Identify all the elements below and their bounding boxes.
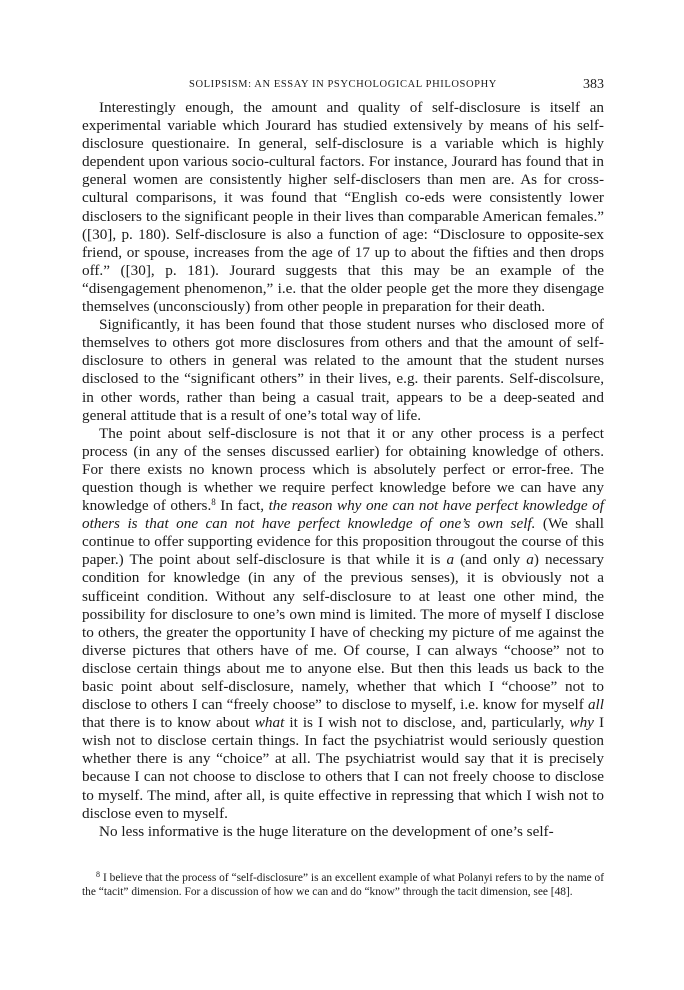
paragraph [82, 425, 604, 823]
italic-text: what [254, 714, 285, 732]
italic-text: a [446, 551, 455, 569]
text-run: In fact, [215, 497, 269, 515]
italic-text: the reason why one can not have perfect knowledge of others is that one can not have perfect knowledge of one’s own self. [82, 497, 604, 533]
paragraph [82, 316, 604, 425]
paragraph [82, 823, 604, 841]
text-run: No less informative is the huge literature on the development of one’s self- [99, 822, 554, 840]
text-run: I wish not to disclose certain things. In fact the psychiatrist would seriously question whether there is any “choice” at all. The psychiatrist would say that it is precisely because I can not choose to disclose to others that I can not freely choose to disclose to myself. The mind, after all, is quite effective in repressing that which I wish not to disclose even to myself. [82, 714, 604, 822]
text-run: it is I wish not to disclose, and, particularly, [284, 714, 570, 732]
text-run: ) necessary condition for knowledge (in any of the previous senses), it is obviously not a sufficeint condition. Without any self-disclosure to at least one other mind, the possibility for disclosure to one’s own mind is limited. The more of myself I disclose to others, the greater the opportunity I have of checking my picture of me against the diverse pictures that others have of me. Of course, I can always “choose” not to disclose certain things about me to anyone else. But then this leads us back to the basic point about self-disclosure, namely, whether that which I “choose” not to disclose to others I can “freely choose” to disclose to myself, i.e. know for myself [82, 551, 604, 714]
italic-text: why [569, 714, 594, 732]
text-run: (We shall continue to offer supporting evidence for this proposition througout the course of this paper.) The point about self-disclosure is that while it is [82, 515, 604, 569]
footnote [82, 868, 604, 899]
footnote-text: I believe that the process of “self-disclosure” is an excellent example of what Polanyi refers to by the name of the “tacit” dimension. For a discussion of how we can and do “know” through the tacit dimension, see [48]. [82, 872, 604, 898]
text-run: that there is to know about [82, 714, 255, 732]
italic-text: all [587, 696, 604, 714]
italic-text: a [526, 551, 534, 569]
paragraph [82, 99, 604, 316]
text-run: Significantly, it has been found that those student nurses who disclosed more of themselves to others got more disclosures from others and that the amount of self-disclosure to others in general was related to the amount that the student nurses disclosed to the “significant others” in their lives, e.g. their parents. Self-discolsure, in other words, rather than being a casual trait, appears to be a deep-seated and general attitude that is a result of one’s total way of life. [82, 316, 604, 424]
text-run: The point about self-disclosure is not that it or any other process is a perfect process (in any of the senses discussed earlier) for obtaining knowledge of others. For there exists no known process which is absolutely perfect or error-free. The question though is whether we require perfect knowledge before we can have any knowledge of others. [82, 424, 604, 515]
page-number: 383 [583, 77, 604, 92]
page-header [82, 76, 604, 94]
footnote-ref: 8 [211, 497, 216, 508]
body-text [82, 99, 604, 841]
footnote-marker: 8 [96, 870, 100, 879]
text-run: (and only [454, 551, 527, 569]
text-run: Interestingly enough, the amount and quality of self-disclosure is itself an experimental variable which Jourard has studied extensively by means of his self-disclosure questionaire. In general, self-disclosure is a variable which is highly dependent upon various socio-cultural factors. For instance, Jourard has found that in general women are consistently higher self-disclosers than men are. As for cross-cultural comparisons, it was found that “English co-eds were consistently lower disclosers to the significant people in their lives than comparable American females.” ([30], p. 180). Self-disclosure is also a function of age: “Disclosure to opposite-sex friend, or spouse, increases from the age of 17 up to about the fifties and then drops off.” ([30], p. 181). Jourard suggests that this may be an example of the “disengagement phenomenon,” i.e. that the older people get the more they disengage themselves (unconsciously) from other people in preparation for their death. [82, 99, 604, 316]
running-title: SOLIPSISM: AN ESSAY IN PSYCHOLOGICAL PHILOSOPHY [189, 79, 497, 90]
